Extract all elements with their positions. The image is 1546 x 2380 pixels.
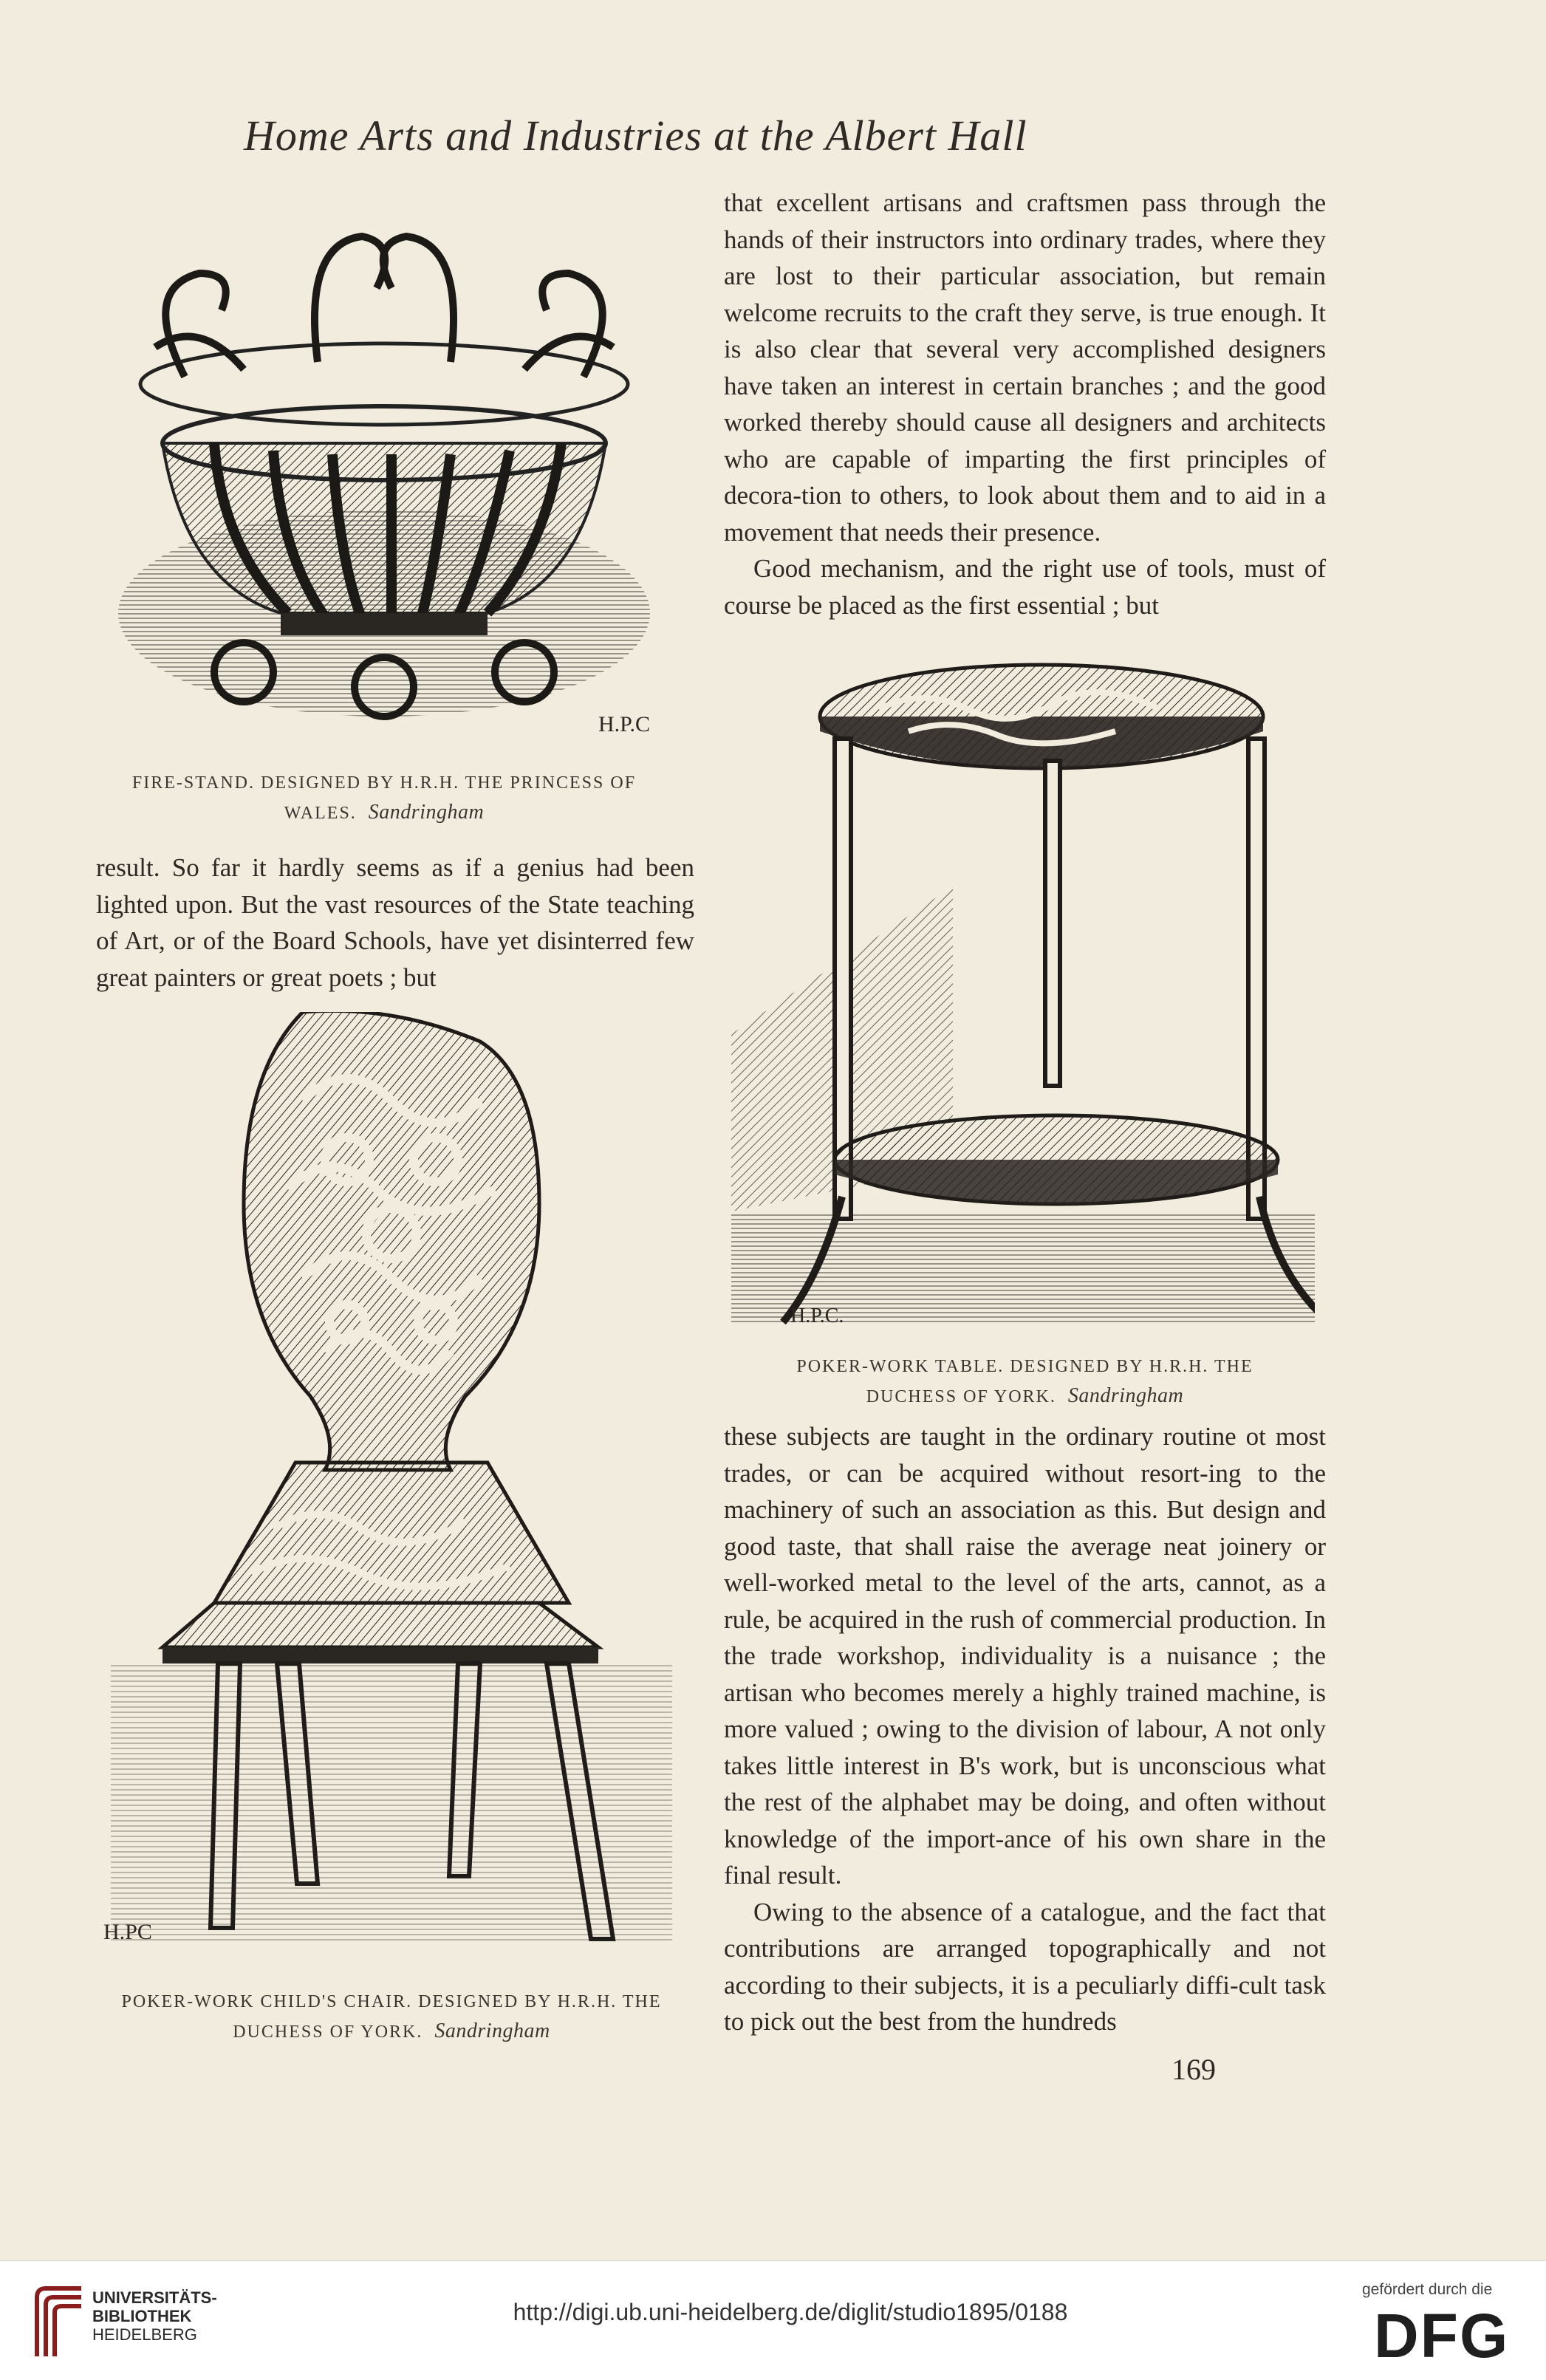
library-name-line2: BIBLIOTHEK [92, 2307, 192, 2325]
left-column-text [96, 849, 694, 996]
left-paragraph: result. So far it hardly seems as if a genius had been lighted upon. But the vast resources of the State teaching of Art, or of the Board Schools, have yet disinterred few great painters or great poets ; but [96, 853, 694, 992]
library-name [92, 2288, 217, 2344]
right-column-bottom-text [724, 1418, 1326, 2040]
table-illustration [731, 650, 1315, 1359]
chair-caption-line1: POKER-WORK CHILD'S CHAIR. DESIGNED BY H.R.H. THE [121, 1992, 662, 2011]
table-caption-line2: DUCHESS OF YORK. [866, 1387, 1056, 1406]
right-top-paragraph-2: Good mechanism, and the right use of tools, must of course be placed as the first essential ; but [724, 554, 1326, 620]
right-top-paragraph-1: that excellent artisans and craftsmen pass through the hands of their instructors into ordinary trades, where they are lost to their particular association, but remain welcome recruits to the craft they serve, is true enough. It is also clear that several very accomplished designers have taken an interest in certain branches ; and the good worked thereby should cause all designers and architects who are capable of imparting the first principles of decora-tion to others, to look about them and to aid in a movement that needs their presence. [724, 188, 1326, 547]
fire-stand-signature: H.P.C [598, 712, 651, 736]
library-logo-icon [30, 2282, 89, 2364]
table-caption-place: Sandringham [1067, 1384, 1184, 1407]
fire-stand-caption-line2: WALES. [284, 804, 357, 823]
library-name-line3: HEIDELBERG [92, 2325, 197, 2344]
table-caption-line1: POKER-WORK TABLE. DESIGNED BY H.R.H. THE [796, 1357, 1253, 1376]
running-title: Home Arts and Industries at the Albert Hall [244, 112, 1027, 160]
source-url-link[interactable]: http://digi.ub.uni-heidelberg.de/diglit/studio1895/0188 [513, 2299, 1068, 2325]
fire-stand-caption [81, 768, 687, 828]
chair-signature: H.PC [103, 1920, 152, 1944]
right-column-top-text [724, 185, 1326, 623]
chair-illustration [81, 1012, 694, 1972]
right-bottom-paragraph-1: these subjects are taught in the ordinary routine ot most trades, or can be acquired without resort-ing to the machinery of such an association as this. But design and good taste, that shall raise the average neat joinery or well-worked metal to the level of the arts, cannot, as a rule, be acquired in the rush of commercial production. In the trade workshop, individuality is a nuisance ; the artisan who becomes merely a highly trained machine, is more valued ; owing to the division of labour, A not only takes little interest in B's work, but is unconscious what the rest of the alphabet may be doing, and often without knowledge of the import-ance of his own share in the final result. [724, 1422, 1326, 1890]
right-bottom-paragraph-2: Owing to the absence of a catalogue, and the fact that contributions are arranged topographically and not according to their subjects, it is a peculiarly diffi-cult task to pick out the best from the hundreds [724, 1897, 1326, 2036]
library-name-line1: UNIVERSITÄTS- [92, 2288, 217, 2307]
fire-stand-illustration [96, 199, 672, 753]
table-signature: H.P.C. [790, 1304, 844, 1327]
page-number: 169 [1172, 2053, 1216, 2086]
chair-caption-place: Sandringham [434, 2020, 550, 2042]
chair-caption [74, 1987, 709, 2047]
table-caption [724, 1352, 1326, 1412]
dfg-logo: DFG [1374, 2301, 1510, 2370]
funding-note: gefördert durch die [1362, 2281, 1493, 2298]
fire-stand-caption-place: Sandringham [368, 801, 485, 824]
fire-stand-caption-line1: FIRE-STAND. DESIGNED BY H.R.H. THE PRINCESS OF [131, 773, 637, 793]
chair-caption-line2: DUCHESS OF YORK. [233, 2022, 423, 2042]
